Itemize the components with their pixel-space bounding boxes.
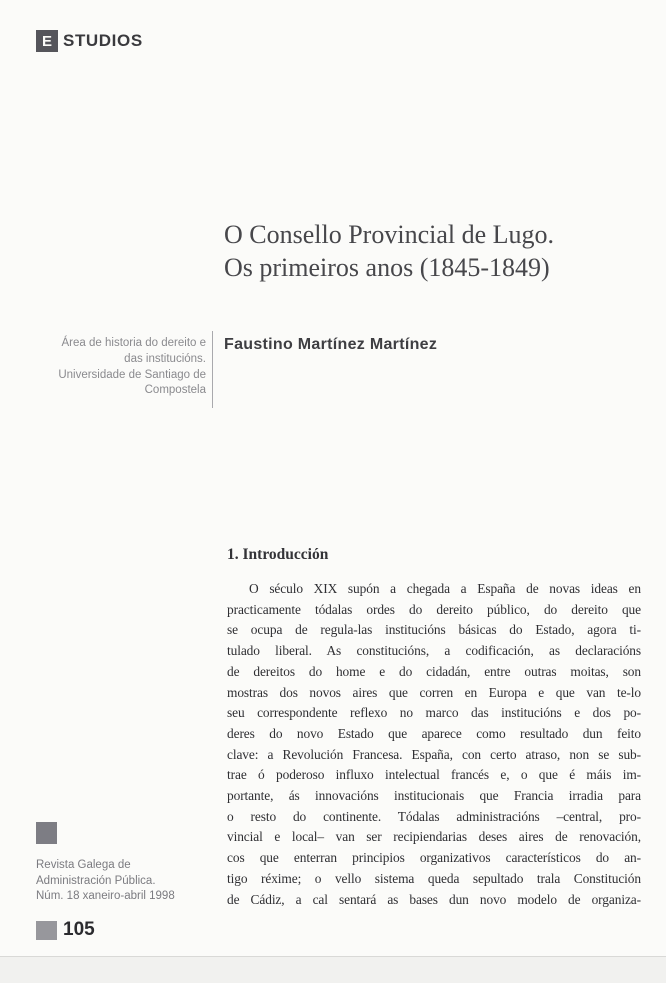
body-text-line: deres do novo Estado que aparece como resultado dun feito xyxy=(227,725,641,741)
body-text-line: vincial e local– van ser recipiendarias deses aires de renovación, xyxy=(227,829,641,845)
author-affiliation xyxy=(28,336,206,399)
journal-info-line: Núm. 18 xaneiro-abril 1998 xyxy=(36,890,175,903)
body-text-line: de dereitos do home e do cidadán, entre outras moitas, son xyxy=(227,663,641,679)
affiliation-line: Área de historia do dereito e xyxy=(61,337,206,349)
page-number-row xyxy=(36,919,95,941)
footer-marker-square xyxy=(36,822,57,844)
body-text-line: portante, ás innovacións institucionais que Francia irradia para xyxy=(227,788,641,804)
article-title xyxy=(224,218,554,284)
byline-divider xyxy=(212,331,213,408)
journal-info xyxy=(36,858,175,905)
page-number-square xyxy=(36,921,57,940)
section-header xyxy=(36,30,143,52)
page-number: 105 xyxy=(63,919,95,940)
body-text-line: o resto do continente. Tódalas administracións –central, pro- xyxy=(227,808,641,824)
section-label: STUDIOS xyxy=(63,31,143,50)
author-name: Faustino Martínez Martínez xyxy=(224,336,438,353)
article-title-line-2: Os primeiros anos (1845-1849) xyxy=(224,253,550,282)
section-initial: E xyxy=(41,32,52,50)
affiliation-line: Compostela xyxy=(144,384,206,397)
section-heading: 1. Introducción xyxy=(227,546,329,563)
body-text-line: tigo réxime; o vello sistema queda sepultado trala Constitución xyxy=(227,870,641,886)
section-initial-box xyxy=(36,30,58,52)
body-text-line: seu correspondente reflexo no marco das institucións e dos po- xyxy=(227,705,641,721)
body-paragraph xyxy=(227,579,641,910)
body-text-line: clave: a Revolución Francesa. España, con certo atraso, non se sub- xyxy=(227,746,641,762)
body-text-line: trae ó poderoso influxo intelectual francés e, o que é máis im- xyxy=(227,767,641,783)
body-text-line: se ocupa de regula-las institucións básicas do Estado, agora ti- xyxy=(227,622,641,638)
affiliation-line: das institucións. xyxy=(124,352,206,365)
body-text-line: tulado liberal. As constitucións, a codificación, as declaracións xyxy=(227,643,641,659)
scan-bottom-edge xyxy=(0,956,666,983)
article-title-line-1: O Consello Provincial de Lugo. xyxy=(224,220,555,249)
body-text-line: practicamente tódalas ordes do dereito público, do dereito que xyxy=(227,601,641,617)
body-text-line: cos que enterran principios organizativos característicos do an- xyxy=(227,850,641,866)
body-text-line: O século XIX supón a chegada a España de novas ideas en xyxy=(249,581,641,596)
journal-info-line: Revista Galega de xyxy=(36,859,131,871)
body-text-line: de Cádiz, a cal sentará as bases dun novo modelo de organiza- xyxy=(227,891,641,907)
body-text-line: mostras dos novos aires que corren en Europa e que van te-lo xyxy=(227,684,641,700)
affiliation-line: Universidade de Santiago de xyxy=(58,368,206,381)
journal-info-line: Administración Pública. xyxy=(36,874,156,887)
